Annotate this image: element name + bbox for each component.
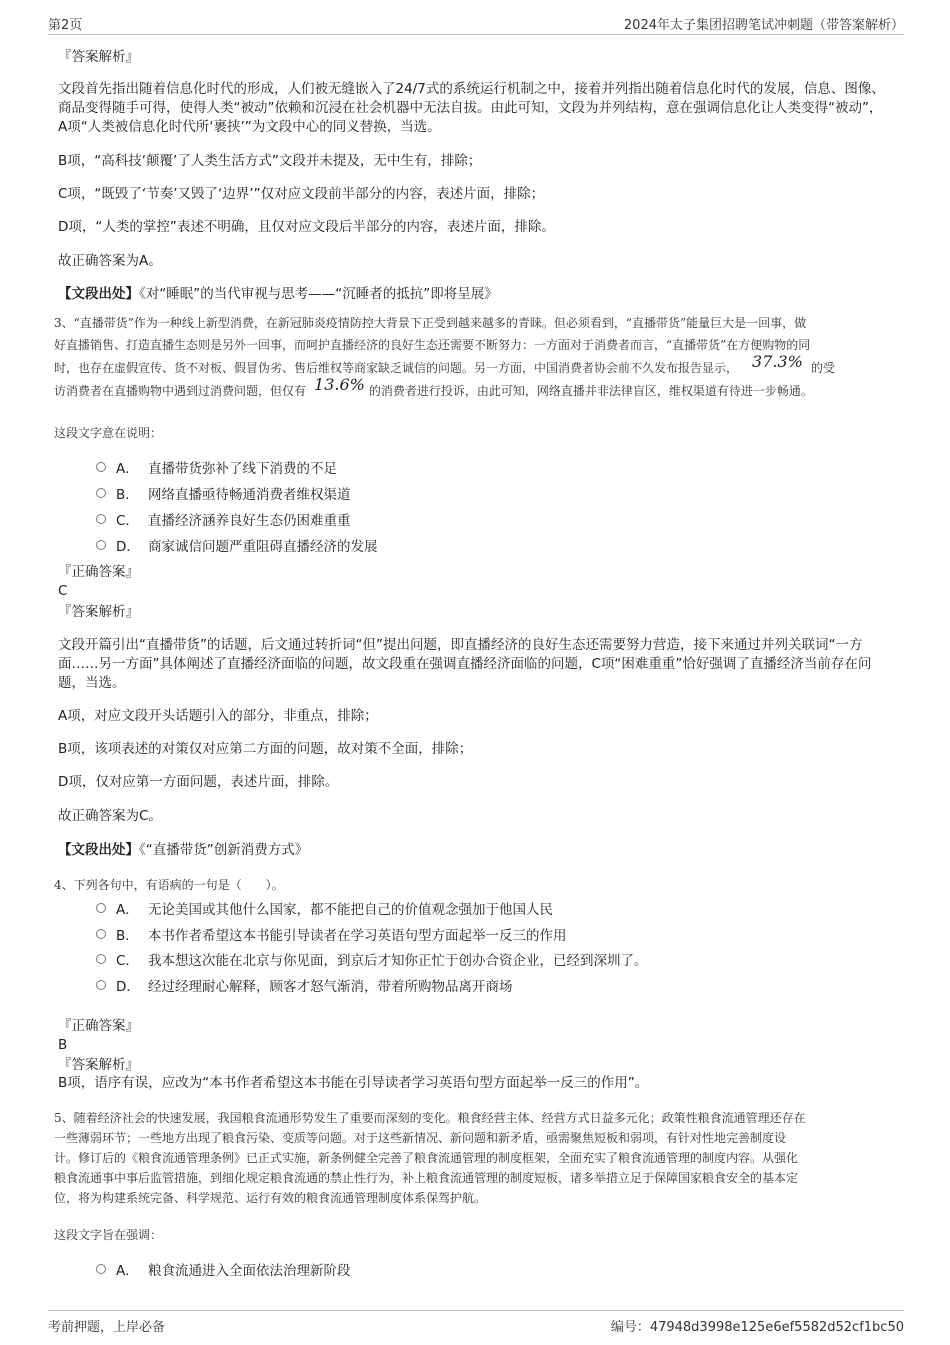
q3-source-text: 《“直播带货”创新消费方式》	[139, 842, 309, 858]
q3-correct-label: 『正确答案』	[58, 564, 139, 580]
radio-icon[interactable]	[96, 903, 106, 913]
q4-correct-value: B	[58, 1037, 68, 1053]
q3-source	[58, 841, 308, 860]
q2-analysis-paragraph	[58, 80, 888, 137]
q4-option-d[interactable]	[96, 975, 513, 995]
q3-stem	[54, 312, 896, 402]
q5-stem-line1: 5、随着经济社会的快速发展，我国粮食流通形势发生了重要而深刻的变化。粮食经营主体、经营方式日益多元化；政策性粮食流通管理还存在	[54, 1111, 806, 1125]
q2-conclusion: 故正确答案为A。	[58, 253, 162, 269]
radio-icon[interactable]	[96, 540, 106, 550]
q3-option-b[interactable]	[96, 483, 351, 503]
q3-analysis-paragraph	[58, 636, 888, 693]
q5-prompt: 这段文字旨在强调：	[54, 1228, 163, 1242]
q5-option-a-label: A．	[116, 1263, 139, 1279]
q2-analysis-p1: 文段首先指出随着信息化时代的形成，人们被无缝嵌入了24/7式的系统运行机制之中，接着并列指出随着信息化时代的发展，信息、图像、商品变得随手可得，使得人类“被动”依赖和沉浸在社会机器中无法自拔。由此可知，文段为并列结构，意在强调信息化让人类变得“被动”，A项“人类被信息化时代所‘裹挟’”为文段中心的同义替换，当选。	[58, 81, 885, 135]
q3-option-c-label: C．	[116, 513, 139, 529]
q3-stat-37-3: 37.3%	[752, 352, 803, 371]
q3-analysis-label: 『答案解析』	[58, 604, 139, 620]
q3-stat-13-6: 13.6%	[314, 375, 365, 394]
radio-icon[interactable]	[96, 462, 106, 472]
q3-option-c[interactable]	[96, 509, 351, 529]
q3-stem-line3	[54, 352, 896, 379]
q4-option-b-text: 本书作者希望这本书能引导读者在学习英语句型方面起举一反三的作用	[148, 928, 567, 944]
q4-analysis-label: 『答案解析』	[58, 1057, 139, 1073]
q3-stem-line4	[54, 375, 896, 402]
q2-source	[58, 285, 498, 304]
q2-analysis-label: 『答案解析』	[58, 49, 139, 65]
q3-option-c-text: 直播经济涵养良好生态仍困难重重	[148, 513, 351, 529]
radio-icon[interactable]	[96, 954, 106, 964]
q3-analysis-option-b: B项，该项表述的对策仅对应第二方面的问题，故对策不全面，排除；	[58, 741, 473, 757]
q2-analysis-option-c: C项，“既毁了‘节奏’又毁了‘边界’”仅对应文段前半部分的内容，表述片面，排除；	[58, 186, 545, 202]
q4-option-b[interactable]	[96, 924, 567, 944]
q5-stem-line2: 一些薄弱环节；一些地方出现了粮食污染、变质等问题。对于这些新情况、新问题和新矛盾，亟需聚焦短板和弱项，有针对性地完善制度设	[54, 1131, 787, 1145]
q3-conclusion: 故正确答案为C。	[58, 808, 162, 824]
q3-stem-line4a: 访消费者在直播购物中遇到过消费问题，但仅有	[54, 384, 307, 398]
q3-option-b-label: B．	[116, 487, 139, 503]
q3-option-d-label: D．	[116, 539, 140, 555]
q3-option-a-label: A．	[116, 461, 139, 477]
page-number: 第2页	[48, 18, 83, 33]
q5-stem-line5: 位，将为构建系统完备、科学规范、运行有效的粮食流通管理制度体系保驾护航。	[54, 1191, 487, 1205]
q3-source-label: 【文段出处】	[58, 842, 139, 858]
q3-analysis-option-a: A项，对应文段开头话题引入的部分，非重点，排除；	[58, 708, 378, 724]
q4-option-a-label: A．	[116, 902, 139, 918]
document-title: 2024年太子集团招聘笔试冲刺题（带答案解析）	[623, 18, 904, 33]
q2-analysis-option-b: B项，“高科技‘颠覆’了人类生活方式”文段并未提及，无中生有，排除；	[58, 153, 482, 169]
radio-icon[interactable]	[96, 488, 106, 498]
q3-option-a[interactable]	[96, 457, 337, 477]
q4-analysis-text: B项，语序有误，应改为“本书作者希望这本书能在引导读者学习英语句型方面起举一反三的作用”。	[58, 1075, 649, 1091]
q4-option-c-text: 我本想这次能在北京与你见面，到京后才知你正忙于创办合资企业，已经到深圳了。	[148, 953, 648, 969]
footer-slogan: 考前押题，上岸必备	[48, 1320, 166, 1335]
q3-analysis-p1: 文段开篇引出“直播带货”的话题，后文通过转折词“但”提出问题，即直播经济的良好生态还需要努力营造，接下来通过并列关联词“一方面……另一方面”具体阐述了直播经济面临的问题，故文段重在强调直播经济面临的问题，C项“困难重重”恰好强调了直播经济当前存在问题，当选。	[58, 637, 872, 691]
q4-correct-label: 『正确答案』	[58, 1018, 139, 1034]
radio-icon[interactable]	[96, 929, 106, 939]
q4-stem: 4、下列各句中，有语病的一句是（ ）。	[54, 878, 284, 892]
radio-icon[interactable]	[96, 1264, 106, 1274]
q3-option-a-text: 直播带货弥补了线下消费的不足	[148, 461, 337, 477]
q3-correct-value: C	[58, 583, 68, 599]
q5-stem-line3: 计。修订后的《粮食流通管理条例》已正式实施，新条例健全完善了粮食流通管理的制度框架，全面充实了粮食流通管理的制度内容。从强化	[54, 1151, 799, 1165]
q3-option-d[interactable]	[96, 535, 378, 555]
q3-stem-line4b: 的消费者进行投诉，由此可知，网络直播并非法律盲区，维权渠道有待进一步畅通。	[368, 384, 813, 398]
q4-option-d-text: 经过经理耐心解释，顾客才怒气渐消，带着所购物品离开商场	[148, 979, 513, 995]
q3-stem-line3b: 的受	[810, 361, 835, 375]
q5-stem	[54, 1108, 896, 1208]
q4-option-c-label: C．	[116, 953, 139, 969]
q5-option-a-text: 粮食流通进入全面依法治理新阶段	[148, 1263, 351, 1279]
q4-option-c[interactable]	[96, 949, 648, 969]
q3-stem-line3a: 时，也存在虚假宣传、货不对板、假冒伪劣、售后维权等商家缺乏诚信的问题。另一方面，中国消费者协会前不久发布报告显示，	[54, 361, 739, 375]
q4-option-d-label: D．	[116, 979, 140, 995]
footer-serial: 编号：47948d3998e125e6ef5582d52cf1bc50	[610, 1320, 904, 1335]
q5-option-a[interactable]	[96, 1259, 351, 1279]
q2-source-label: 【文段出处】	[58, 286, 139, 302]
header-divider	[48, 34, 904, 35]
q3-stem-line1: 3、“直播带货”作为一种线上新型消费，在新冠肺炎疫情防控大背景下正受到越来越多的青睐。但必须看到，“直播带货”能量巨大是一回事，做	[54, 316, 807, 330]
q3-stem-line2: 好直播销售、打造直播生态则是另外一回事，而呵护直播经济的良好生态还需要不断努力：一方面对于消费者而言，“直播带货”在方便购物的同	[54, 338, 811, 352]
q3-option-d-text: 商家诚信问题严重阻碍直播经济的发展	[148, 539, 378, 555]
q3-prompt: 这段文字意在说明：	[54, 426, 163, 440]
q4-option-a-text: 无论美国或其他什么国家，都不能把自己的价值观念强加于他国人民	[148, 902, 553, 918]
q4-option-b-label: B．	[116, 928, 139, 944]
q3-option-b-text: 网络直播亟待畅通消费者维权渠道	[148, 487, 351, 503]
q4-option-a[interactable]	[96, 898, 553, 918]
q2-analysis-option-d: D项，“人类的掌控”表述不明确，且仅对应文段后半部分的内容，表述片面，排除。	[58, 219, 555, 235]
q5-stem-line4: 粮食流通事中事后监管措施，到细化规定粮食流通的禁止性行为，补上粮食流通管理的制度短板，诸多举措立足于保障国家粮食安全的基本定	[54, 1171, 799, 1185]
radio-icon[interactable]	[96, 980, 106, 990]
q2-source-text: 《对“睡眠”的当代审视与思考——“沉睡者的抵抗”即将呈展》	[139, 286, 498, 302]
q3-analysis-option-d: D项，仅对应第一方面问题，表述片面，排除。	[58, 774, 339, 790]
radio-icon[interactable]	[96, 514, 106, 524]
footer-divider	[48, 1310, 904, 1311]
